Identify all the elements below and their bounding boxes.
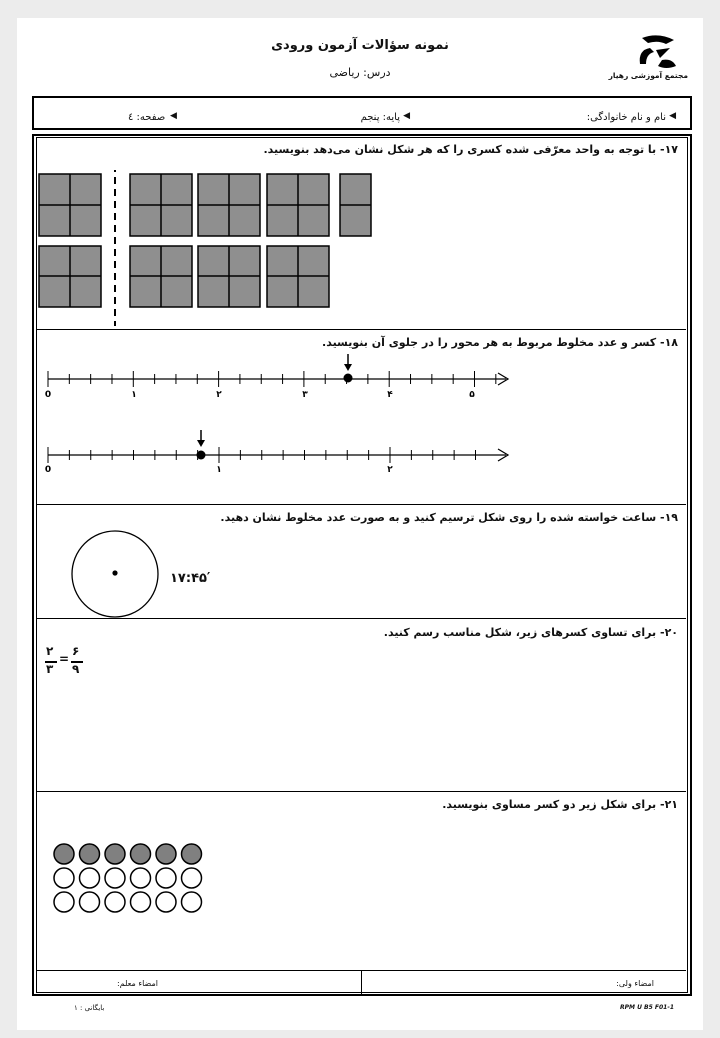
numerator: ۲ <box>46 644 54 658</box>
clock-time: ۱۷:۴۵′ <box>170 571 211 586</box>
arrow-marker-icon: ◀ <box>170 111 177 121</box>
axis-label: ۴ <box>387 390 393 400</box>
axis-label: 0 <box>44 465 52 475</box>
archive-number: بایگانی : ۱ <box>74 1004 105 1012</box>
question-20: ۲۰- برای تساوی کسرهای زیر، شکل مناسب رسم کنید. <box>383 626 678 639</box>
empty-circle <box>182 892 202 912</box>
school-logo <box>636 34 680 74</box>
number-line-1 <box>40 350 520 410</box>
fraction-equation <box>44 644 86 680</box>
shaded-circle <box>105 844 125 864</box>
axis-label: ۱ <box>131 390 137 400</box>
grade-label: پایه: پنجم <box>360 112 400 123</box>
shaded-circle <box>182 844 202 864</box>
empty-circle <box>54 892 74 912</box>
empty-circle <box>156 892 176 912</box>
logo-text: مجتمع آموزشی رهیار <box>608 71 688 80</box>
section-divider <box>36 504 686 505</box>
shaded-circle <box>156 844 176 864</box>
empty-circle <box>156 868 176 888</box>
axis-label: ۱ <box>216 465 222 475</box>
name-label: نام و نام خانوادگی: <box>586 112 666 123</box>
page-label: صفحه: ٤ <box>128 112 166 123</box>
student-info-bar <box>32 96 692 130</box>
empty-circle <box>80 892 100 912</box>
section-divider <box>36 791 686 792</box>
denominator: ۹ <box>72 662 80 676</box>
empty-circle <box>131 892 151 912</box>
empty-circle <box>182 868 202 888</box>
shaded-circle <box>54 844 74 864</box>
arrow-marker-icon: ◀ <box>403 111 410 121</box>
page-title: نمونه سؤالات آزمون ورودی <box>271 38 449 53</box>
empty-circle <box>105 868 125 888</box>
arrow-marker-icon: ◀ <box>669 111 676 121</box>
axis-label: 0 <box>44 390 52 400</box>
axis-label: ۲ <box>216 390 222 400</box>
shaded-circle <box>131 844 151 864</box>
teacher-signature: امضاء معلم: <box>117 979 158 988</box>
denominator: ۳ <box>46 662 54 676</box>
circles-grid <box>50 840 210 918</box>
empty-circle <box>131 868 151 888</box>
numerator: ۶ <box>72 644 80 658</box>
shaded-circle <box>80 844 100 864</box>
parent-signature: امضاء ولی: <box>616 979 654 988</box>
question-19: ۱۹- ساعت خواسته شده را روی شکل ترسیم کنید و به صورت عدد مخلوط نشان دهید. <box>220 511 678 524</box>
equals-sign: = <box>59 652 70 666</box>
clock-face[interactable] <box>68 527 164 623</box>
axis-label: ۵ <box>469 390 475 400</box>
number-line-2 <box>40 427 520 477</box>
point-marker <box>197 451 206 460</box>
subject-label: درس: ریاضی <box>329 66 391 79</box>
question-18: ۱۸- کسر و عدد مخلوط مربوط به هر محور را در جلوی آن بنویسید. <box>322 336 678 349</box>
form-code: RPM U B5 F01-1 <box>620 1004 674 1011</box>
axis-label: ۳ <box>302 390 308 400</box>
point-marker <box>344 374 353 383</box>
axis-label: ۲ <box>387 465 393 475</box>
empty-circle <box>54 868 74 888</box>
empty-circle <box>80 868 100 888</box>
question-21: ۲۱- برای شکل زیر دو کسر مساوی بنویسید. <box>442 798 678 811</box>
footer-divider <box>361 970 362 994</box>
question-17: ۱۷- با توجه به واحد معرّفی شده کسری را که هر شکل نشان می‌دهد بنویسید. <box>263 143 678 156</box>
empty-circle <box>105 892 125 912</box>
fraction-squares-figure <box>36 170 376 330</box>
